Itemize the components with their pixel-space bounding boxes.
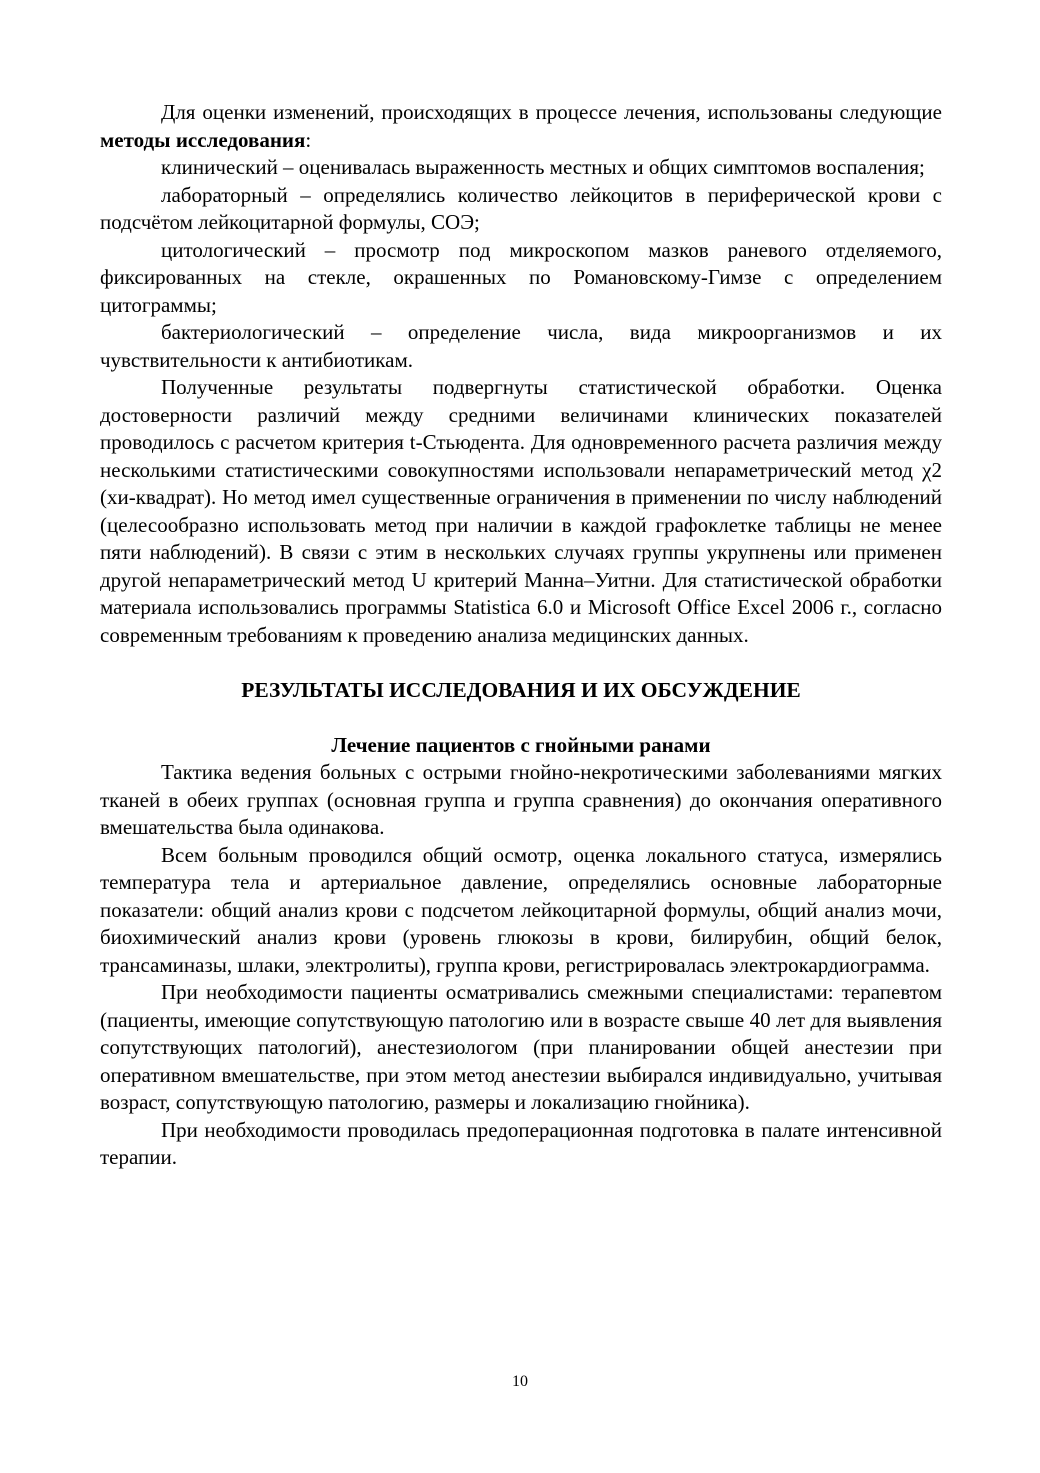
document-page <box>100 99 942 1172</box>
methods-intro-lead: Для оценки изменений, происходящих в процессе лечения, использованы следующие <box>161 100 942 124</box>
results-paragraph-tactics: Тактика ведения больных с острыми гнойно-некротическими заболеваниями мягких тканей в обеих группах (основная группа и группа сравнения) до окончания оперативного вмешательства была одинакова. <box>100 760 942 839</box>
statistics-paragraph: Полученные результаты подвергнуты статистической обработки. Оценка достоверности различий между средними величинами клинических показателей проводилось с расчетом критерия t-Стьюдента. Для одновременного расчета различия между несколькими статистическими совокупностями использовали непараметрический метод χ2 (хи-квадрат). Но метод имел существенные ограничения в применении по числу наблюдений (целесообразно использовать метод при наличии в каждой графоклетке таблицы не менее пяти наблюдений). В связи с этим в нескольких случаях группы укрупнены или применен другой непараметрический метод U критерий Манна–Уитни. Для статистической обработки материала использовались программы Statistica 6.0 и Microsoft Office Excel 2006 г., согласно современным требованиям к проведению анализа медицинских данных. <box>100 375 942 647</box>
results-paragraph-preparation: При необходимости проводилась предоперационная подготовка в палате интенсивной терапии. <box>100 1117 942 1169</box>
page-number: 10 <box>512 1373 528 1390</box>
method-clinical-paragraph: клинический – оценивалась выраженность местных и общих симптомов воспаления; <box>161 155 925 179</box>
methods-intro-paragraph <box>100 99 942 154</box>
results-heading: РЕЗУЛЬТАТЫ ИССЛЕДОВАНИЯ И ИХ ОБСУЖДЕНИЕ <box>241 678 801 702</box>
method-laboratory-paragraph: лабораторный – определялись количество лейкоцитов в периферической крови с подсчётом лейкоцитарной формулы, СОЭ; <box>100 182 942 234</box>
method-bacteriological-paragraph: бактериологический – определение числа, вида микроорганизмов и их чувствительности к антибиотикам. <box>100 320 942 372</box>
results-subheading: Лечение пациентов с гнойными ранами <box>331 732 711 757</box>
results-paragraph-specialists: При необходимости пациенты осматривались смежными специалистами: терапевтом (пациенты, имеющие сопутствующую патологию или в возрасте свыше 40 лет для выявления сопутствующих патологий), анестезиологом (при планировании общей анестезии при оперативном вмешательстве, при этом метод анестезии выбирался индивидуально, учитывая возраст, сопутствующую патологию, размеры и локализацию гнойника). <box>100 980 942 1114</box>
results-paragraph-examination: Всем больным проводился общий осмотр, оценка локального статуса, измерялись температура тела и артериальное давление, определялись основные лабораторные показатели: общий анализ крови с подсчетом лейкоцитарной формулы, общий анализ мочи, биохимический анализ крови (уровень глюкозы в крови, билирубин, общий белок, трансаминазы, шлаки, электролиты), группа крови, регистрировалась электрокардиограмма. <box>100 842 942 977</box>
methods-intro-tail: : <box>305 127 312 152</box>
method-cytological-paragraph: цитологический – просмотр под микроскопом мазков раневого отделяемого, фиксированных на стекле, окрашенных по Романовскому-Гимзе с определением цитограммы; <box>100 237 942 317</box>
methods-intro-bold: методы исследования <box>100 127 306 152</box>
